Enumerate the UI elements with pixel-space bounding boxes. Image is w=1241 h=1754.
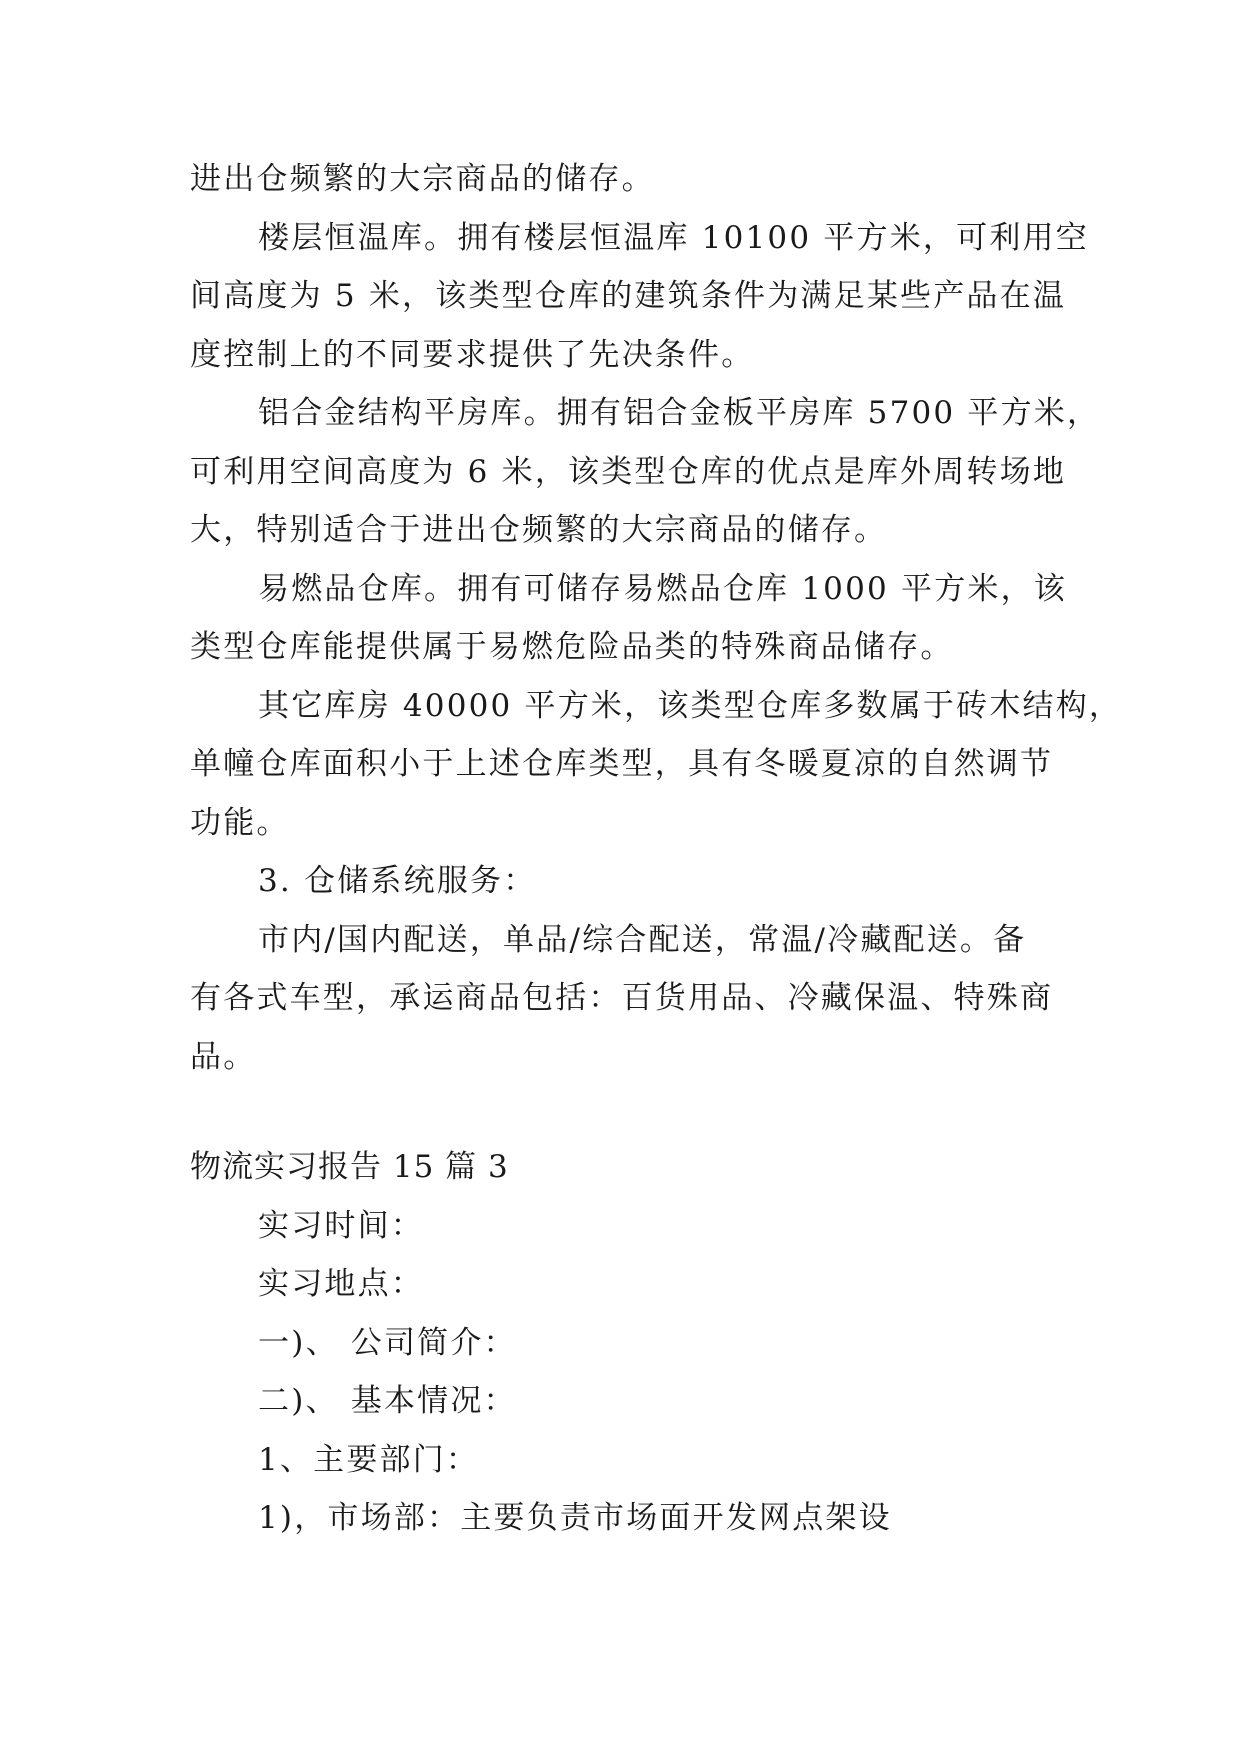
field-label: 实习地点： bbox=[258, 1266, 424, 1302]
outline-item: 1)，市场部：主要负责市场面开发网点架设 bbox=[258, 1500, 892, 1536]
outline-item: 1、主要部门： bbox=[258, 1441, 480, 1478]
paragraph-line: 楼层恒温库。拥有楼层恒温库 10100 平方米，可利用空 bbox=[258, 219, 1089, 256]
list-heading: 3. 仓储系统服务： bbox=[258, 863, 537, 899]
section-heading: 物流实习报告 15 篇 3 bbox=[190, 1149, 509, 1185]
section-spacer bbox=[190, 1086, 1060, 1138]
outline-item: 一)、 公司简介： bbox=[258, 1324, 517, 1361]
outline-item: 二)、 基本情况： bbox=[258, 1383, 517, 1419]
paragraph-line: 易燃品仓库。拥有可储存易燃品仓库 1000 平方米，该 bbox=[258, 570, 1067, 607]
paragraph-line: 间高度为 5 米，该类型仓库的建筑条件为满足某些产品在温 bbox=[190, 278, 1067, 314]
paragraph-line: 市内/国内配送，单品/综合配送，常温/冷藏配送。备 bbox=[258, 921, 1027, 958]
paragraph-line: 单幢仓库面积小于上述仓库类型，具有冬暖夏凉的自然调节 bbox=[190, 746, 1054, 782]
paragraph-line: 可利用空间高度为 6 米，该类型仓库的优点是库外周转场地 bbox=[190, 453, 1067, 490]
field-label: 实习时间： bbox=[258, 1207, 424, 1244]
paragraph-line: 度控制上的不同要求提供了先决条件。 bbox=[190, 336, 755, 373]
paragraph-line: 其它库房 40000 平方米，该类型仓库多数属于砖木结构， bbox=[258, 687, 1123, 724]
paragraph-line: 品。 bbox=[190, 1038, 257, 1075]
paragraph-line: 铝合金结构平房库。拥有铝合金板平房库 5700 平方米， bbox=[258, 395, 1101, 431]
document-page bbox=[190, 150, 1123, 1548]
paragraph-line: 类型仓库能提供属于易燃危险品类的特殊商品储存。 bbox=[190, 629, 954, 665]
paragraph-line: 功能。 bbox=[190, 804, 290, 841]
paragraph-line: 进出仓频繁的大宗商品的储存。 bbox=[190, 161, 655, 197]
paragraph-line: 有各式车型，承运商品包括：百货用品、冷藏保温、特殊商 bbox=[190, 980, 1054, 1016]
paragraph-line: 大，特别适合于进出仓频繁的大宗商品的储存。 bbox=[190, 512, 888, 548]
